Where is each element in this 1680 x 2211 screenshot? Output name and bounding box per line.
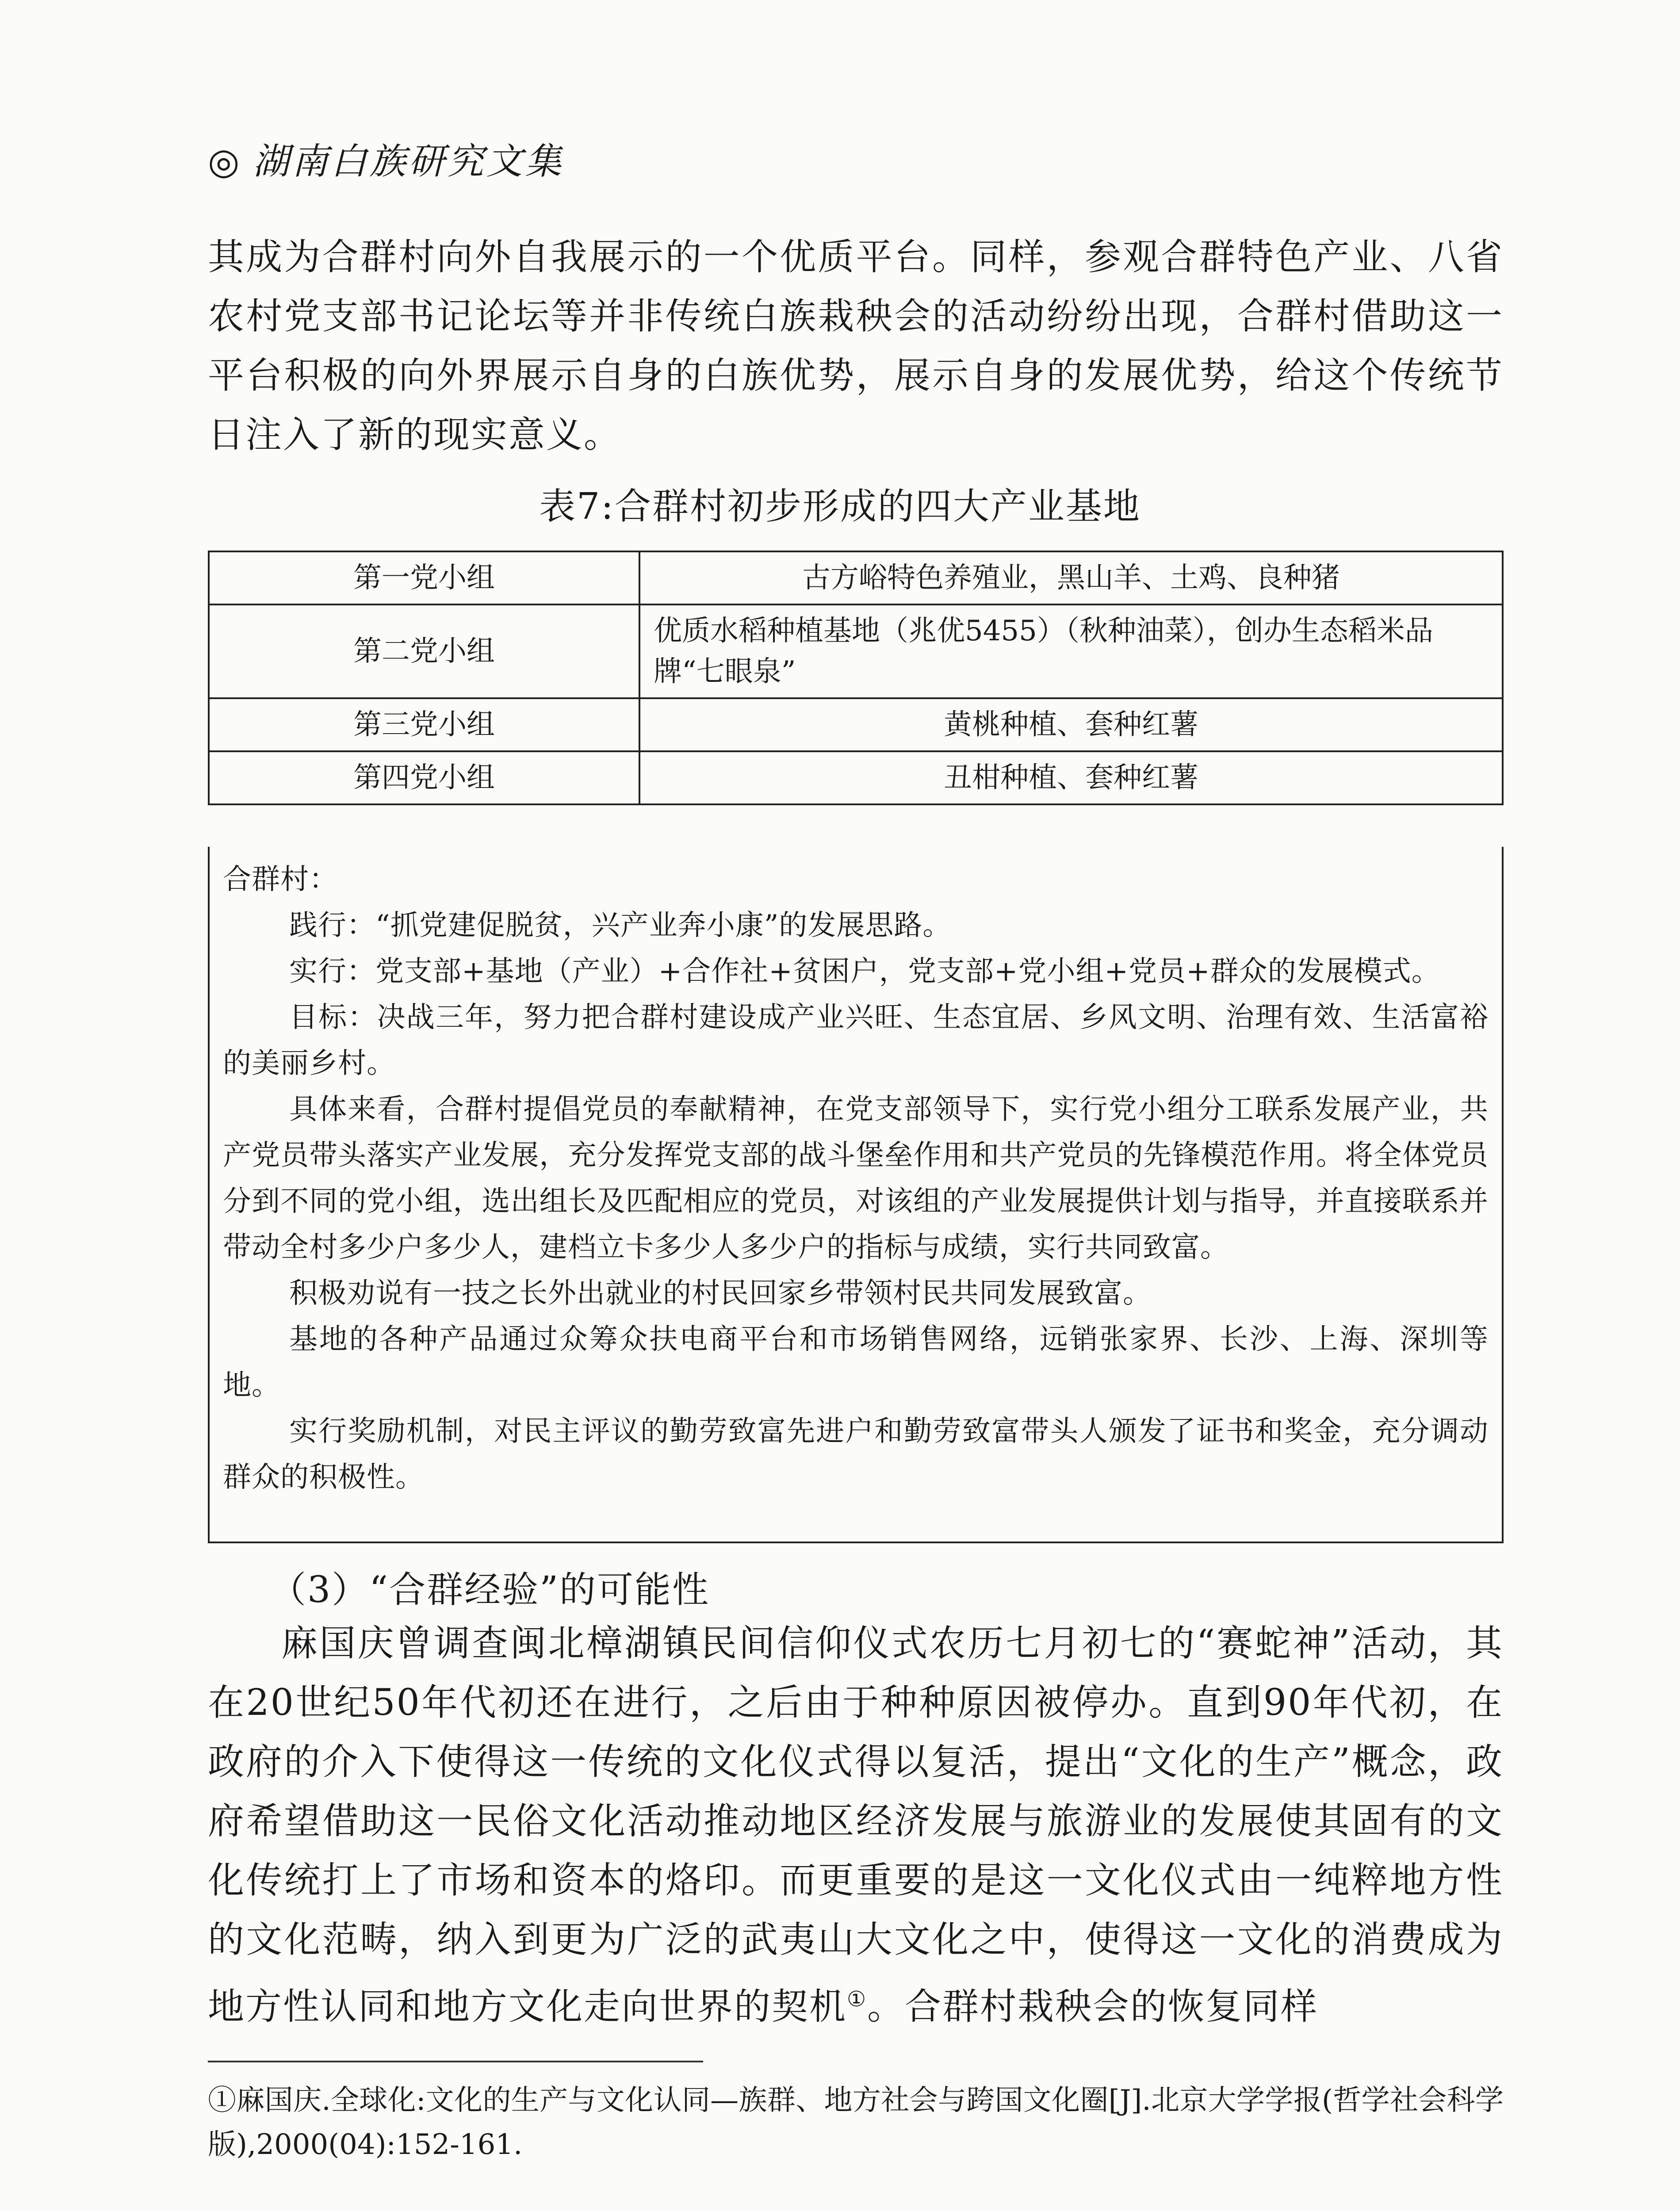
table-row	[209, 698, 1503, 751]
running-header	[208, 133, 564, 184]
industry-cell: 优质水稻种植基地（兆优5455）（秋种油菜），创办生态稻米品牌“七眼泉”	[639, 604, 1503, 698]
note-line: 实行：党支部+基地（产业）+合作社+贫困户，党支部+党小组+党员+群众的发展模式。	[289, 955, 1440, 988]
industry-cell: 古方峪特色养殖业，黑山羊、土鸡、良种猪	[639, 551, 1503, 604]
table-row	[209, 551, 1503, 604]
note-line: 具体来看，合群村提倡党员的奉献精神，在党支部领导下，实行党小组分工联系发展产业，共产党员带头落实产业发展，充分发挥党支部的战斗堡垒作用和共产党员的先锋模范作用。将全体党员分到不同的党小组，选出组长及匹配相应的党员，对该组的产业发展提供计划与指导，并直接联系并带动全村多少户多少人，建档立卡多少人多少户的指标与成绩，实行共同致富。	[223, 1093, 1489, 1264]
note-line: 积极劝说有一技之长外出就业的村民回家乡带领村民共同发展致富。	[289, 1277, 1152, 1310]
party-group-cell: 第四党小组	[209, 751, 639, 804]
table-notes	[208, 847, 1504, 1543]
party-group-cell: 第一党小组	[209, 551, 639, 604]
note-line: 目标：决战三年，努力把合群村建设成产业兴旺、生态宜居、乡风文明、治理有效、生活富裕的美丽乡村。	[223, 1001, 1489, 1080]
note-line: 合群村：	[223, 863, 338, 896]
note-line: 践行：“抓党建促脱贫，兴产业奔小康”的发展思路。	[289, 909, 952, 942]
note-line: 实行奖励机制，对民主评议的勤劳致富先进户和勤劳致富带头人颁发了证书和奖金，充分调动群众的积极性。	[223, 1415, 1489, 1494]
circle-mark-icon: ◎	[208, 141, 242, 183]
industry-cell: 丑柑种植、套种红薯	[639, 751, 1503, 804]
footnote-divider	[208, 2061, 703, 2062]
book-title: 湖南白族研究文集	[253, 141, 564, 183]
party-group-cell: 第三党小组	[209, 698, 639, 751]
main-paragraph-text: 麻国庆曾调查闽北樟湖镇民间信仰仪式农历七月初七的“赛蛇神”活动，其在20世纪50年代初还在进行，之后由于种种原因被停办。直到90年代初，在政府的介入下使得这一传统的文化仪式得以复活，提出“文化的生产”概念，政府希望借助这一民俗文化活动推动地区经济发展与旅游业的发展使其固有的文化传统打上了市场和资本的烙印。而更重要的是这一文化仪式由一纯粹地方性的文化范畴，纳入到更为广泛的武夷山大文化之中，使得这一文化的消费成为地方性认同和地方文化走向世界的契机	[208, 1622, 1504, 2028]
industry-cell: 黄桃种植、套种红薯	[639, 698, 1503, 751]
party-group-cell: 第二党小组	[209, 604, 639, 698]
main-paragraph-tail: 。合群村栽秧会的恢复同样	[867, 1985, 1319, 2028]
section-subheading: （3）“合群经验”的可能性	[270, 1569, 710, 1611]
note-line: 基地的各种产品通过众筹众扶电商平台和市场销售网络，远销张家界、长沙、上海、深圳等地。	[223, 1323, 1489, 1402]
intro-paragraph: 其成为合群村向外自我展示的一个优质平台。同样，参观合群特色产业、八省农村党支部书记论坛等并非传统白族栽秧会的活动纷纷出现，合群村借助这一平台积极的向外界展示自身的白族优势，展示自身的发展优势，给这个传统节日注入了新的现实意义。	[208, 236, 1504, 456]
table-caption: 表7:合群村初步形成的四大产业基地	[539, 486, 1141, 528]
table-row	[209, 751, 1503, 804]
footnote: ①麻国庆.全球化:文化的生产与文化认同—族群、地方社会与跨国文化圈[J].北京大学学报(哲学社会科学版),2000(04):152-161.	[208, 2084, 1504, 2161]
footnote-ref[interactable]: ①	[847, 1987, 868, 2012]
main-paragraph	[208, 1614, 1504, 2036]
industry-base-table	[208, 551, 1504, 805]
table-row	[209, 604, 1503, 698]
